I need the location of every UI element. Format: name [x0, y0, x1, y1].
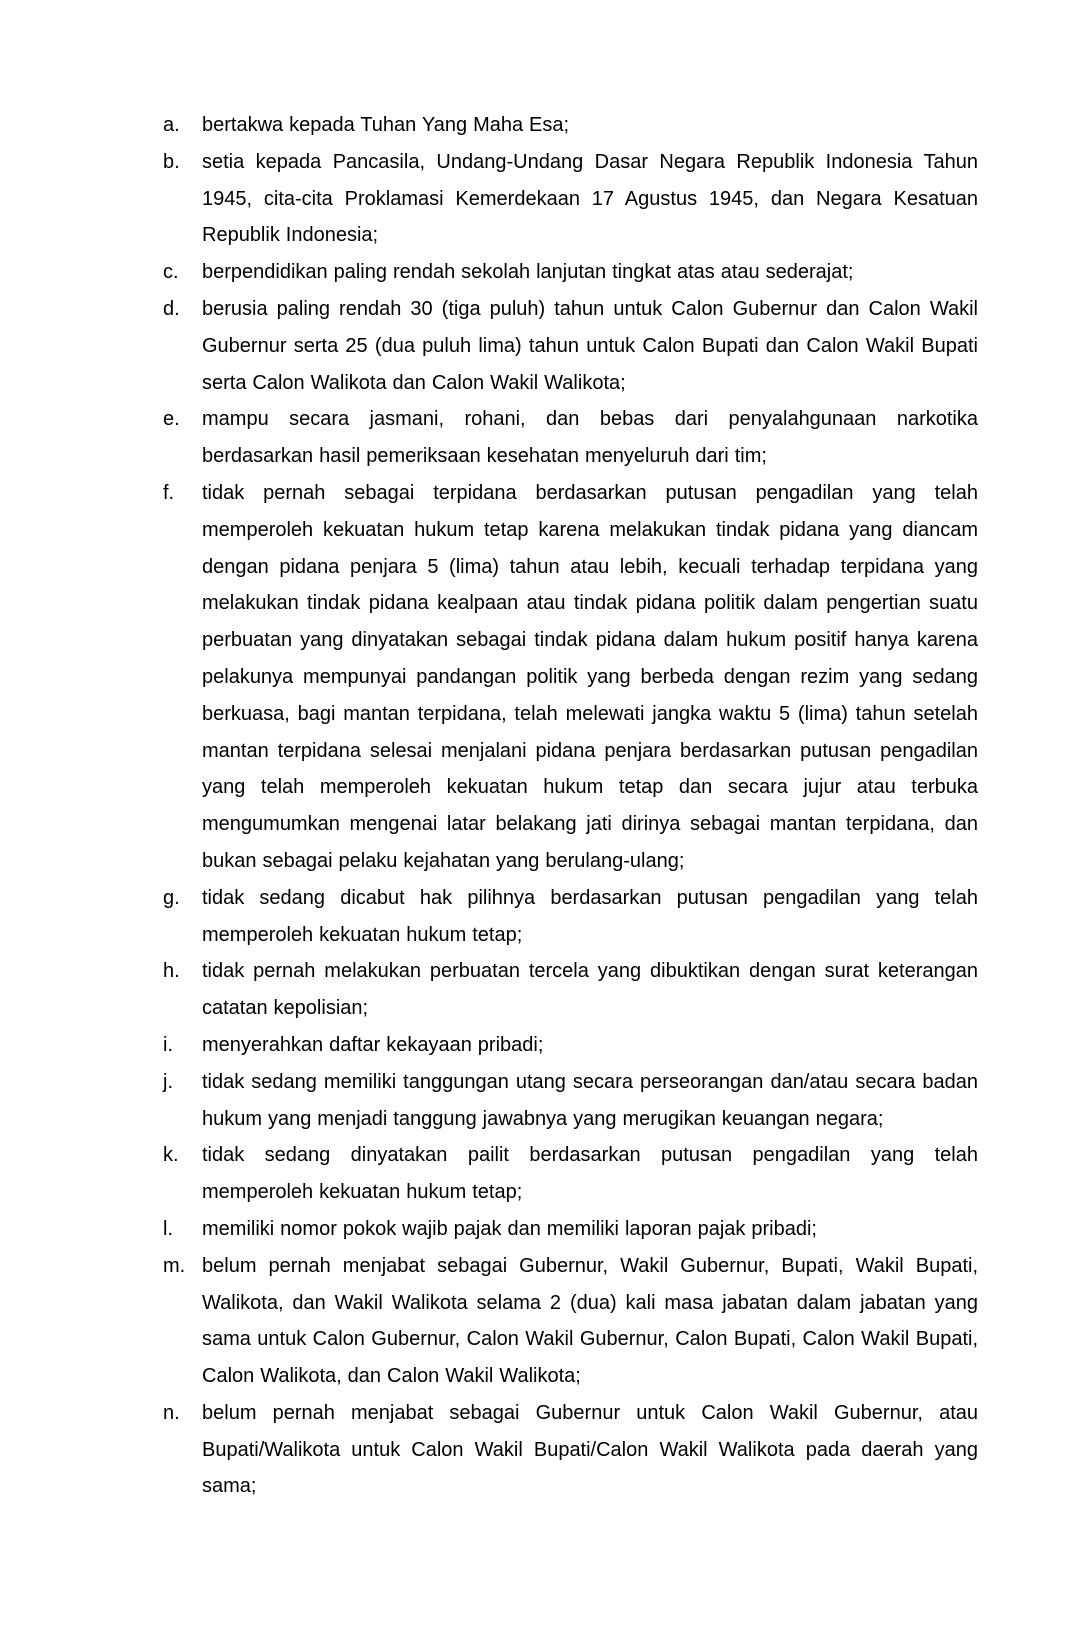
- item-text: tidak sedang dinyatakan pailit berdasarkan putusan pengadilan yang telah memperoleh kekuatan hukum tetap;: [202, 1144, 978, 1204]
- item-text: tidak sedang memiliki tanggungan utang secara perseorangan dan/atau secara badan hukum yang menjadi tanggung jawabnya yang merugikan keuangan negara;: [202, 1070, 978, 1130]
- list-item: [163, 880, 978, 954]
- list-item: [163, 254, 978, 291]
- item-text: setia kepada Pancasila, Undang-Undang Dasar Negara Republik Indonesia Tahun 1945, cita-cita Proklamasi Kemerdekaan 17 Agustus 1945, dan Negara Kesatuan Republik Indonesia;: [202, 150, 978, 247]
- item-label: l.: [163, 1217, 173, 1240]
- item-label: g.: [163, 886, 180, 909]
- item-text: tidak sedang dicabut hak pilihnya berdasarkan putusan pengadilan yang telah memperoleh kekuatan hukum tetap;: [202, 886, 978, 946]
- item-label: k.: [163, 1144, 179, 1167]
- item-text: mampu secara jasmani, rohani, dan bebas dari penyalahgunaan narkotika berdasarkan hasil pemeriksaan kesehatan menyeluruh dari tim;: [202, 408, 978, 468]
- requirements-list: [163, 107, 978, 1505]
- item-text: belum pernah menjabat sebagai Gubernur untuk Calon Wakil Gubernur, atau Bupati/Walikota untuk Calon Wakil Bupati/Calon Wakil Walikota pada daerah yang sama;: [202, 1401, 978, 1498]
- item-label: d.: [163, 297, 180, 320]
- item-text: bertakwa kepada Tuhan Yang Maha Esa;: [202, 114, 570, 136]
- item-text: berpendidikan paling rendah sekolah lanjutan tingkat atas atau sederajat;: [202, 261, 854, 284]
- list-item: [163, 144, 978, 254]
- item-label: b.: [163, 150, 180, 173]
- item-text: tidak pernah sebagai terpidana berdasarkan putusan pengadilan yang telah memperoleh kekuatan hukum tetap karena melakukan tindak pidana yang diancam dengan pidana penjara 5 (lima) tahun atau lebih, kecuali terhadap terpidana yang melakukan tindak pidana kealpaan atau tindak pidana politik dalam pengertian suatu perbuatan yang dinyatakan sebagai tindak pidana dalam hukum positif hanya karena pelakunya mempunyai pandangan politik yang berbeda dengan rezim yang sedang berkuasa, bagi mantan terpidana, telah melewati jangka waktu 5 (lima) tahun setelah mantan terpidana selesai menjalani pidana penjara berdasarkan putusan pengadilan yang telah memperoleh kekuatan hukum tetap dan secara jujur atau terbuka mengumumkan mengenai latar belakang jati dirinya sebagai mantan terpidana, dan bukan sebagai pelaku kejahatan yang berulang-ulang;: [202, 481, 978, 872]
- list-item: [163, 1248, 978, 1395]
- item-text: berusia paling rendah 30 (tiga puluh) tahun untuk Calon Gubernur dan Calon Wakil Gubernur serta 25 (dua puluh lima) tahun untuk Calon Bupati dan Calon Wakil Bupati serta Calon Walikota dan Calon Wakil Walikota;: [202, 297, 978, 394]
- item-text: tidak pernah melakukan perbuatan tercela yang dibuktikan dengan surat keterangan catatan kepolisian;: [202, 960, 978, 1020]
- item-text: belum pernah menjabat sebagai Gubernur, Wakil Gubernur, Bupati, Wakil Bupati, Walikota, dan Wakil Walikota selama 2 (dua) kali masa jabatan dalam jabatan yang sama untuk Calon Gubernur, Calon Wakil Gubernur, Calon Bupati, Calon Wakil Bupati, Calon Walikota, dan Calon Wakil Walikota;: [202, 1254, 978, 1388]
- list-item: [163, 107, 978, 144]
- item-label: h.: [163, 960, 180, 983]
- list-item: [163, 1137, 978, 1211]
- list-item: [163, 1211, 978, 1248]
- list-item: [163, 475, 978, 880]
- item-label: i.: [163, 1033, 173, 1056]
- list-item: [163, 401, 978, 475]
- item-label: m.: [163, 1254, 186, 1277]
- list-item: [163, 1064, 978, 1138]
- list-item: [163, 1395, 978, 1505]
- item-label: j.: [163, 1070, 173, 1093]
- item-label: f.: [163, 481, 175, 504]
- item-label: n.: [163, 1401, 180, 1424]
- item-text: menyerahkan daftar kekayaan pribadi;: [202, 1033, 544, 1056]
- item-label: a.: [163, 114, 180, 136]
- list-item: [163, 1027, 978, 1064]
- item-text: memiliki nomor pokok wajib pajak dan memiliki laporan pajak pribadi;: [202, 1217, 817, 1240]
- item-label: e.: [163, 408, 180, 431]
- list-item: [163, 291, 978, 401]
- list-item: [163, 953, 978, 1027]
- item-label: c.: [163, 261, 179, 284]
